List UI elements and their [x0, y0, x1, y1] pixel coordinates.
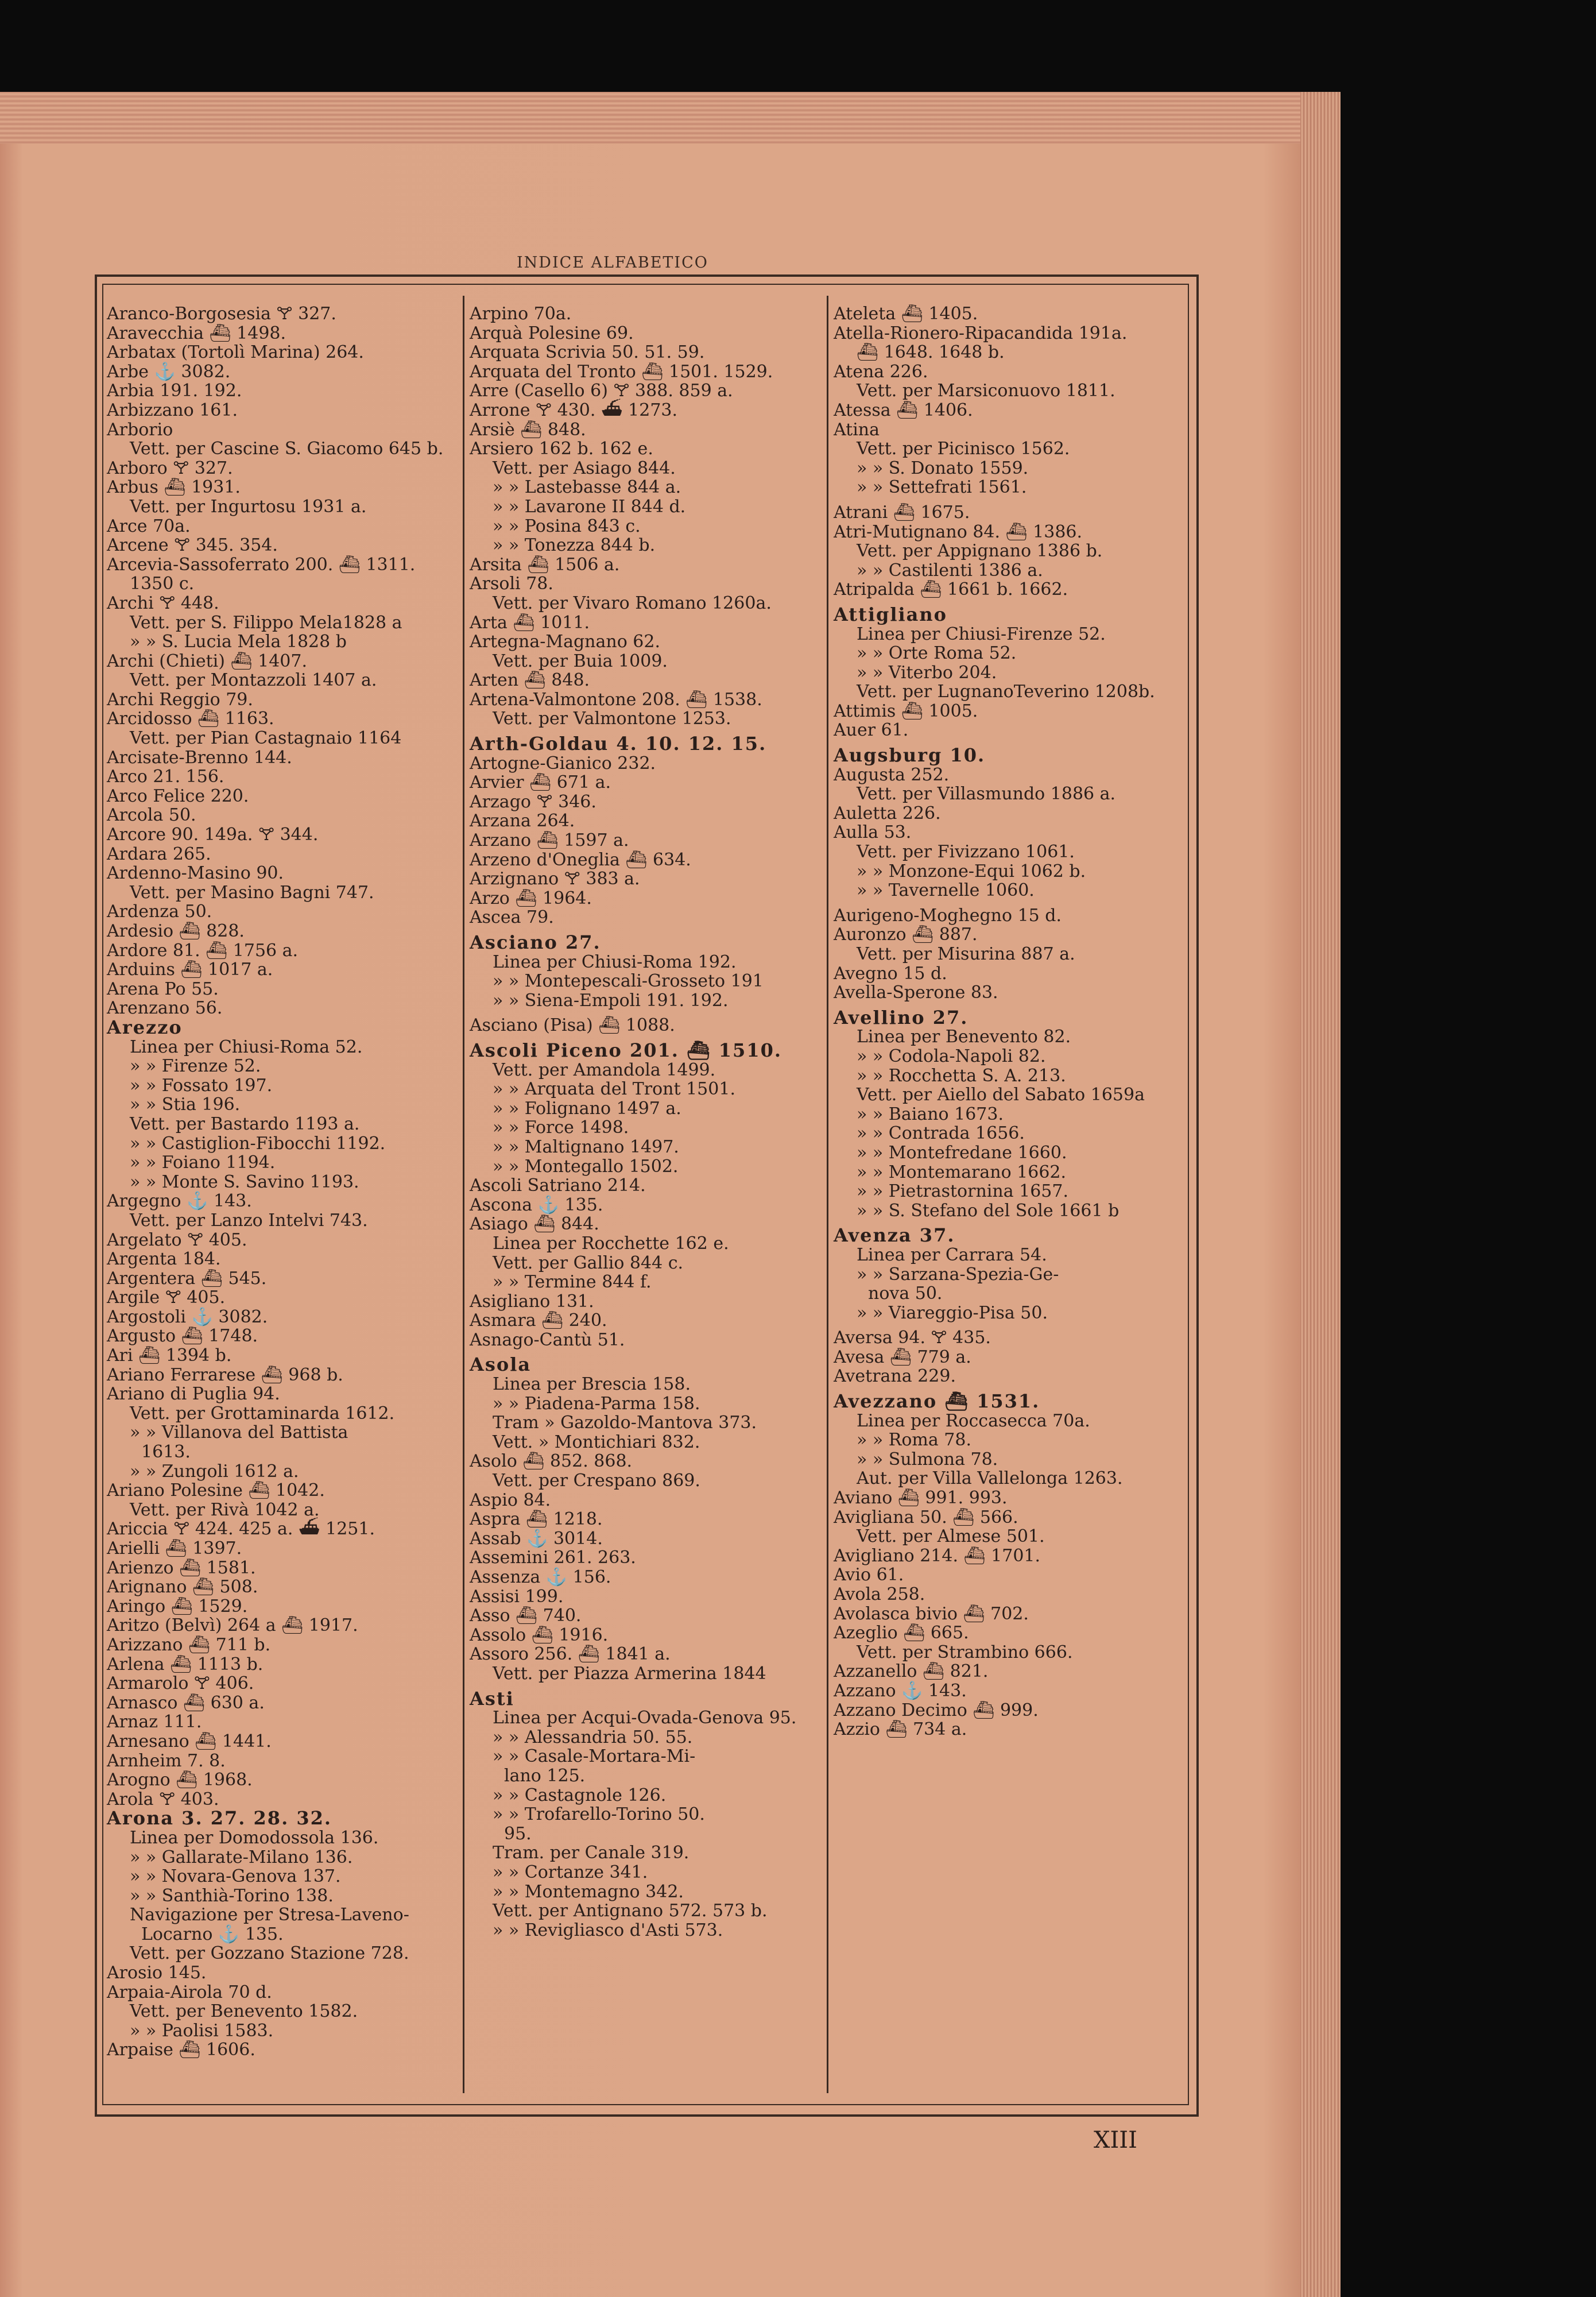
index-entry: Asigliano 131.: [470, 1291, 594, 1312]
index-subentry: Vett. per Misurina 887 a.: [857, 944, 1075, 964]
index-subentry: » » Tonezza 844 b.: [493, 535, 656, 556]
index-subentry: 1613.: [141, 1442, 191, 1463]
index-subentry: » » Revigliasco d'Asti 573.: [493, 1920, 723, 1940]
index-entry: Arquata del Tronto ⛴ 1501. 1529.: [470, 361, 773, 382]
index-subentry: Linea per Rocchette 162 e.: [493, 1233, 729, 1254]
index-entry: Arnaz 111.: [107, 1712, 202, 1733]
index-subentry: Vett. per Rivà 1042 a.: [130, 1499, 320, 1520]
index-heading-entry: Arezzo: [107, 1016, 183, 1038]
index-subentry: » » Montepescali-Grosseto 191: [493, 971, 764, 992]
index-entry: Arsiero 162 b. 162 e.: [470, 439, 653, 459]
index-entry: Arnheim 7. 8.: [107, 1750, 226, 1771]
index-entry: Ariano Polesine ⛴ 1042.: [107, 1480, 325, 1501]
index-entry: Arce 70a.: [107, 516, 191, 536]
index-entry: Arvier ⛴ 671 a.: [470, 772, 611, 793]
index-subentry: Locarno ⚓ 135.: [141, 1924, 284, 1944]
index-entry: Arcore 90. 149a. 🝖 344.: [107, 825, 319, 845]
index-entry: Arzignano 🝖 383 a.: [470, 869, 640, 890]
index-subentry: Linea per Chiusi-Roma 52.: [130, 1037, 363, 1057]
index-subentry: » » Cortanze 341.: [493, 1862, 648, 1882]
index-subentry: » » Montemarano 1662.: [857, 1162, 1067, 1182]
index-subentry: Aut. per Villa Vallelonga 1263.: [857, 1468, 1123, 1489]
index-subentry: » » Zungoli 1612 a.: [130, 1461, 299, 1482]
index-subentry: » » Piadena-Parma 158.: [493, 1393, 700, 1414]
index-entry: Aulla 53.: [834, 822, 912, 843]
index-subentry: Linea per Benevento 82.: [857, 1027, 1071, 1047]
index-entry: Atrani ⛴ 1675.: [834, 502, 970, 523]
index-entry: Arbus ⛴ 1931.: [107, 477, 241, 498]
index-entry: Arzago 🝖 346.: [470, 791, 596, 812]
index-subentry: Vett. per Valmontone 1253.: [493, 709, 731, 729]
index-heading-entry: Avellino 27.: [834, 1006, 969, 1028]
index-entry: Azzio ⛴ 734 a.: [834, 1719, 967, 1740]
index-entry: Arsiè ⛴ 848.: [470, 419, 586, 440]
index-subentry: » » Foiano 1194.: [130, 1153, 276, 1173]
index-entry: Ardore 81. ⛴ 1756 a.: [107, 940, 299, 961]
index-subentry: Vett. per LugnanoTeverino 1208b.: [857, 682, 1155, 702]
index-entry: Arpaia-Airola 70 d.: [107, 1982, 272, 2002]
index-entry: Ascoli Satriano 214.: [470, 1175, 646, 1196]
index-entry: Auronzo ⛴ 887.: [834, 925, 978, 945]
index-subentry: » » Villanova del Battista: [130, 1422, 348, 1443]
index-entry: Avegno 15 d.: [834, 963, 947, 984]
index-entry: Aritzo (Belvì) 264 a ⛴ 1917.: [107, 1615, 358, 1636]
index-entry: Asiago ⛴ 844.: [470, 1214, 599, 1235]
index-entry: Assenza ⚓ 156.: [470, 1567, 611, 1587]
index-subentry: » » Monzone-Equi 1062 b.: [857, 861, 1086, 881]
index-subentry: Linea per Chiusi-Firenze 52.: [857, 624, 1106, 644]
index-heading-entry: Arona 3. 27. 28. 32.: [107, 1807, 332, 1830]
index-entry: Arborio: [107, 419, 173, 440]
index-entry: Arogno ⛴ 1968.: [107, 1770, 253, 1791]
index-entry: Atena 226.: [834, 361, 928, 382]
index-entry: Assolo ⛴ 1916.: [470, 1625, 609, 1645]
index-heading-entry: Avezzano ⛴ 1531.: [834, 1390, 1040, 1413]
index-subentry: Vett. per Villasmundo 1886 a.: [857, 784, 1116, 805]
index-subentry: 1350 c.: [130, 574, 195, 594]
index-entry: Arco 21. 156.: [107, 767, 224, 787]
index-subentry: Vett. » Montichiari 832.: [493, 1432, 700, 1452]
index-subentry: Vett. per S. Filippo Mela1828 a: [130, 612, 402, 633]
index-entry: Avesa ⛴ 779 a.: [834, 1347, 971, 1367]
index-entry: Arzano ⛴ 1597 a.: [470, 830, 629, 851]
index-subentry: Navigazione per Stresa-Laveno-: [130, 1905, 409, 1925]
index-entry: Archi (Chieti) ⛴ 1407.: [107, 651, 307, 671]
index-subentry: » » Monte S. Savino 1193.: [130, 1171, 359, 1192]
index-column-2: [470, 304, 821, 1940]
index-subentry: Vett. per Amandola 1499.: [493, 1059, 716, 1080]
index-entry: Artogne-Gianico 232.: [470, 753, 656, 774]
index-subentry: » » Castilenti 1386 a.: [857, 560, 1043, 581]
index-entry: Ardenno-Masino 90.: [107, 863, 284, 884]
index-entry: Armarolo 🝖 406.: [107, 1673, 254, 1694]
index-subentry: » » Orte Roma 52.: [857, 643, 1017, 664]
index-entry: Avolasca bivio ⛴ 702.: [834, 1603, 1029, 1624]
index-entry: Ari ⛴ 1394 b.: [107, 1345, 232, 1366]
index-entry: Arosio 145.: [107, 1963, 207, 1983]
index-heading-entry: Asti: [470, 1687, 514, 1710]
column-divider: [463, 296, 464, 2093]
index-entry: Arre (Casello 6) 🝖 388. 859 a.: [470, 381, 733, 401]
index-subentry: » » Contrada 1656.: [857, 1123, 1025, 1144]
index-entry: Assisi 199.: [470, 1586, 564, 1607]
running-head: INDICE ALFABETICO: [517, 254, 708, 272]
index-entry: Atina: [834, 419, 880, 440]
index-entry: Arienzo ⛴ 1581.: [107, 1557, 256, 1578]
index-entry: Aringo ⛴ 1529.: [107, 1596, 248, 1617]
index-entry: Arenzano 56.: [107, 998, 223, 1019]
index-subentry: Vett. per Aiello del Sabato 1659a: [857, 1085, 1145, 1105]
index-entry: Arzeno d'Oneglia ⛴ 634.: [470, 849, 691, 870]
index-entry: Arlena ⛴ 1113 b.: [107, 1654, 264, 1675]
page-number: XIII: [1094, 2127, 1137, 2153]
index-subentry: Linea per Acqui-Ovada-Genova 95.: [493, 1708, 797, 1728]
index-subentry: » » Force 1498.: [493, 1117, 629, 1138]
index-entry: Assoro 256. ⛴ 1841 a.: [470, 1644, 671, 1665]
index-entry: Aurigeno-Moghegno 15 d.: [834, 905, 1062, 926]
index-subentry: Vett. per Gozzano Stazione 728.: [130, 1943, 409, 1964]
index-entry: Arcevia-Sassoferrato 200. ⛴ 1311.: [107, 554, 416, 575]
index-entry: Ascona ⚓ 135.: [470, 1194, 603, 1215]
index-heading-entry: Asola: [470, 1354, 532, 1376]
index-subentry: lano 125.: [504, 1765, 586, 1786]
index-entry: Auer 61.: [834, 720, 909, 741]
index-subentry: Vett. per Lanzo Intelvi 743.: [130, 1210, 368, 1231]
index-subentry: » » S. Donato 1559.: [857, 458, 1029, 478]
index-entry: Arrone 🝖 430. ⛴ 1273.: [470, 400, 678, 420]
index-subentry: » » Siena-Empoli 191. 192.: [493, 990, 729, 1011]
index-subentry: » » Montefredane 1660.: [857, 1142, 1067, 1163]
index-entry: Asciano (Pisa) ⛴ 1088.: [470, 1015, 675, 1036]
index-entry: Avetrana 229.: [834, 1366, 956, 1387]
index-subentry: Linea per Roccasecca 70a.: [857, 1410, 1090, 1431]
index-entry: Argelato 🝖 405.: [107, 1229, 247, 1250]
index-subentry: Vett. per Marsiconuovo 1811.: [857, 381, 1115, 401]
index-subentry: » » Lavarone II 844 d.: [493, 496, 686, 517]
index-subentry: » » Gallarate-Milano 136.: [130, 1847, 353, 1867]
index-entry: Arten ⛴ 848.: [470, 670, 590, 691]
index-subentry: » » Castiglion-Fibocchi 1192.: [130, 1133, 386, 1154]
index-subentry: » » Posina 843 c.: [493, 516, 641, 536]
index-subentry: » » Tavernelle 1060.: [857, 880, 1035, 901]
index-entry: Arquà Polesine 69.: [470, 323, 634, 343]
index-entry: Arsoli 78.: [470, 574, 553, 594]
index-entry: Asolo ⛴ 852. 868.: [470, 1451, 633, 1472]
index-heading-entry: Arth-Goldau 4. 10. 12. 15.: [470, 733, 767, 755]
index-subentry: » » Maltignano 1497.: [493, 1136, 679, 1157]
index-subentry: » » S. Lucia Mela 1828 b: [130, 632, 347, 652]
index-subentry: » » Santhià-Torino 138.: [130, 1885, 334, 1906]
index-subentry: » » Castagnole 126.: [493, 1785, 667, 1805]
index-entry: Aspio 84.: [470, 1490, 551, 1510]
index-entry: Aravecchia ⛴ 1498.: [107, 323, 286, 343]
index-column-1: [107, 304, 456, 2060]
index-subentry: Vett. per Masino Bagni 747.: [130, 882, 374, 903]
index-entry: Ardesio ⛴ 828.: [107, 921, 245, 941]
index-entry: Atella-Rionero-Ripacandida 191a.: [834, 323, 1128, 343]
index-subentry: Vett. per Almese 501.: [857, 1526, 1045, 1547]
index-subentry: Vett. per Picinisco 1562.: [857, 439, 1070, 459]
index-entry: Avigliano 214. ⛴ 1701.: [834, 1545, 1041, 1566]
index-entry: Assemini 261. 263.: [470, 1548, 636, 1568]
index-entry: Avella-Sperone 83.: [834, 983, 998, 1003]
index-subentry: Vett. per Asiago 844.: [493, 458, 676, 478]
index-entry: Asnago-Cantù 51.: [470, 1329, 625, 1350]
index-entry: Arquata Scrivia 50. 51. 59.: [470, 342, 705, 363]
index-subentry: » » Settefrati 1561.: [857, 477, 1027, 498]
index-subentry: » » Codola-Napoli 82.: [857, 1046, 1046, 1066]
index-subentry: Vett. per Appignano 1386 b.: [857, 541, 1103, 562]
index-subentry: Tram » Gazoldo-Mantova 373.: [493, 1413, 757, 1433]
index-subentry: » » Montegallo 1502.: [493, 1156, 679, 1177]
index-heading-entry: Asciano 27.: [470, 931, 601, 953]
index-subentry: » » Roma 78.: [857, 1430, 972, 1451]
index-entry: Arpino 70a.: [470, 304, 572, 324]
index-entry: Aviano ⛴ 991. 993.: [834, 1488, 1008, 1509]
index-entry: Atripalda ⛴ 1661 b. 1662.: [834, 579, 1068, 600]
index-entry: Argegno ⚓ 143.: [107, 1191, 252, 1212]
index-entry: Attimis ⛴ 1005.: [834, 701, 978, 721]
index-subentry: » » Pietrastornina 1657.: [857, 1181, 1068, 1202]
index-subentry: 95.: [504, 1823, 532, 1844]
index-subentry: » » Folignano 1497 a.: [493, 1098, 681, 1119]
index-entry: Archi Reggio 79.: [107, 689, 253, 710]
index-subentry: » » Montemagno 342.: [493, 1881, 684, 1902]
index-subentry: » » Firenze 52.: [130, 1056, 261, 1077]
index-subentry: Vett. per Cascine S. Giacomo 645 b.: [130, 439, 444, 459]
index-entry: Arbatax (Tortolì Marina) 264.: [107, 342, 364, 363]
index-entry: Argenta 184.: [107, 1249, 221, 1270]
index-subentry: » » Arquata del Tront 1501.: [493, 1079, 735, 1100]
index-subentry: Vett. per Buia 1009.: [493, 651, 668, 671]
index-entry: Arcola 50.: [107, 805, 196, 826]
index-subentry: Vett. per Fivizzano 1061.: [857, 842, 1075, 863]
index-entry: Artegna-Magnano 62.: [470, 632, 661, 652]
index-entry: Arnesano ⛴ 1441.: [107, 1731, 272, 1751]
index-entry: Arcene 🝖 345. 354.: [107, 535, 278, 556]
index-entry: Argusto ⛴ 1748.: [107, 1326, 258, 1347]
index-entry: Artena-Valmontone 208. ⛴ 1538.: [470, 689, 762, 710]
index-subentry: Vett. per Benevento 1582.: [130, 2001, 358, 2022]
index-entry: Azzanello ⛴ 821.: [834, 1661, 989, 1682]
index-entry: Archi 🝖 448.: [107, 593, 219, 613]
page-stack-top-edge: [0, 92, 1320, 144]
index-entry: Arpaise ⛴ 1606.: [107, 2040, 255, 2060]
index-subentry: » » Sulmona 78.: [857, 1449, 998, 1470]
index-subentry: » » Stia 196.: [130, 1095, 241, 1115]
index-subentry: » » Rocchetta S. A. 213.: [857, 1065, 1066, 1086]
index-subentry: Vett. per Pian Castagnaio 1164: [130, 728, 402, 749]
index-subentry: » » S. Stefano del Sole 1661 b: [857, 1200, 1119, 1221]
index-entry: Arsita ⛴ 1506 a.: [470, 554, 620, 575]
index-entry: Arola 🝖 403.: [107, 1789, 219, 1809]
index-entry: Asmara ⛴ 240.: [470, 1310, 607, 1331]
index-subentry: Vett. per Grottaminarda 1612.: [130, 1403, 395, 1424]
index-entry: Arcidosso ⛴ 1163.: [107, 709, 274, 729]
index-entry: Ariano di Puglia 94.: [107, 1384, 280, 1405]
index-entry: Arbia 191. 192.: [107, 381, 242, 401]
index-entry: Azeglio ⛴ 665.: [834, 1623, 969, 1644]
index-entry: Atessa ⛴ 1406.: [834, 400, 973, 420]
index-entry: Ascea 79.: [470, 907, 554, 928]
index-subentry: » » Paolisi 1583.: [130, 2020, 274, 2041]
index-subentry: » » Fossato 197.: [130, 1075, 273, 1096]
index-heading-entry: Attigliano: [834, 603, 948, 625]
page-stack-right-edge: [1300, 92, 1341, 2297]
index-subentry: Vett. per Vivaro Romano 1260a.: [493, 593, 772, 613]
index-entry: Azzano Decimo ⛴ 999.: [834, 1700, 1039, 1720]
index-subentry: » » Termine 844 f.: [493, 1272, 652, 1293]
index-entry: Ardenza 50.: [107, 902, 212, 922]
index-subentry: » » Casale-Mortara-Mi-: [493, 1746, 696, 1767]
index-entry: Ariano Ferrarese ⛴ 968 b.: [107, 1364, 343, 1385]
index-subentry: Tram. per Canale 319.: [493, 1843, 689, 1863]
index-subentry: ⛴ 1648. 1648 b.: [857, 342, 1005, 363]
index-entry: Arzana 264.: [470, 811, 575, 832]
index-entry: Arignano ⛴ 508.: [107, 1577, 258, 1598]
index-entry: Ariccia 🝖 424. 425 a. ⛴ 1251.: [107, 1519, 375, 1540]
index-subentry: Vett. per Antignano 572. 573 b.: [493, 1901, 768, 1921]
index-subentry: Vett. per Gallio 844 c.: [493, 1252, 684, 1273]
index-subentry: Vett. per Bastardo 1193 a.: [130, 1113, 360, 1134]
index-entry: Arco Felice 220.: [107, 786, 249, 806]
index-entry: Arta ⛴ 1011.: [470, 612, 590, 633]
index-entry: Aranco-Borgosesia 🝖 327.: [107, 304, 336, 324]
index-heading-entry: Ascoli Piceno 201. ⛴ 1510.: [470, 1039, 782, 1061]
index-entry: Arielli ⛴ 1397.: [107, 1538, 242, 1559]
index-subentry: Vett. per Piazza Armerina 1844: [493, 1663, 766, 1684]
index-subentry: » » Sarzana-Spezia-Ge-: [857, 1264, 1059, 1285]
index-subentry: Vett. per Crespano 869.: [493, 1471, 700, 1491]
index-subentry: Vett. per Strambino 666.: [857, 1642, 1073, 1662]
index-subentry: » » Alessandria 50. 55.: [493, 1727, 693, 1747]
index-subentry: Linea per Brescia 158.: [493, 1374, 691, 1395]
index-entry: Augusta 252.: [834, 764, 950, 785]
index-subentry: » » Trofarello-Torino 50.: [493, 1804, 705, 1825]
index-column-3: [834, 304, 1181, 1739]
index-subentry: » » Novara-Genova 137.: [130, 1866, 341, 1887]
index-entry: Atri-Mutignano 84. ⛴ 1386.: [834, 521, 1083, 542]
index-subentry: » » Lastebasse 844 a.: [493, 477, 681, 498]
index-entry: Asso ⛴ 740.: [470, 1606, 582, 1626]
index-entry: Assab ⚓ 3014.: [470, 1528, 603, 1549]
index-heading-entry: Avenza 37.: [834, 1224, 955, 1247]
index-entry: Arduins ⛴ 1017 a.: [107, 960, 273, 980]
index-entry: Avio 61.: [834, 1565, 904, 1586]
index-entry: Aspra ⛴ 1218.: [470, 1509, 603, 1530]
index-heading-entry: Augsburg 10.: [834, 744, 986, 767]
index-entry: Arizzano ⛴ 711 b.: [107, 1634, 271, 1655]
index-subentry: Vett. per Ingurtosu 1931 a.: [130, 496, 367, 517]
index-entry: Argentera ⛴ 545.: [107, 1268, 267, 1289]
index-subentry: Linea per Carrara 54.: [857, 1244, 1047, 1265]
index-entry: Avola 258.: [834, 1584, 925, 1604]
index-entry: Ateleta ⛴ 1405.: [834, 304, 978, 324]
index-entry: Arboro 🝖 327.: [107, 458, 233, 478]
index-entry: Ardara 265.: [107, 844, 211, 864]
index-subentry: » » Viareggio-Pisa 50.: [857, 1302, 1048, 1323]
index-subentry: Linea per Domodossola 136.: [130, 1827, 379, 1848]
index-entry: Azzano ⚓ 143.: [834, 1680, 967, 1701]
index-entry: Arzo ⛴ 1964.: [470, 888, 592, 908]
index-entry: Avigliana 50. ⛴ 566.: [834, 1507, 1018, 1528]
index-entry: Arcisate-Brenno 144.: [107, 747, 292, 768]
index-entry: Arnasco ⛴ 630 a.: [107, 1692, 265, 1713]
index-subentry: » » Baiano 1673.: [857, 1104, 1004, 1124]
index-subentry: » » Viterbo 204.: [857, 662, 997, 683]
index-entry: Arbe ⚓ 3082.: [107, 361, 231, 382]
index-entry: Aversa 94. 🝖 435.: [834, 1328, 991, 1348]
index-entry: Argile 🝖 405.: [107, 1287, 226, 1308]
index-entry: Arbizzano 161.: [107, 400, 238, 420]
index-subentry: Linea per Chiusi-Roma 192.: [493, 952, 737, 972]
index-entry: Argostoli ⚓ 3082.: [107, 1306, 268, 1327]
index-entry: Arena Po 55.: [107, 979, 219, 999]
index-subentry: Vett. per Montazzoli 1407 a.: [130, 670, 377, 691]
column-divider: [827, 296, 828, 2093]
index-entry: Auletta 226.: [834, 803, 941, 823]
index-subentry: nova 50.: [868, 1283, 943, 1304]
